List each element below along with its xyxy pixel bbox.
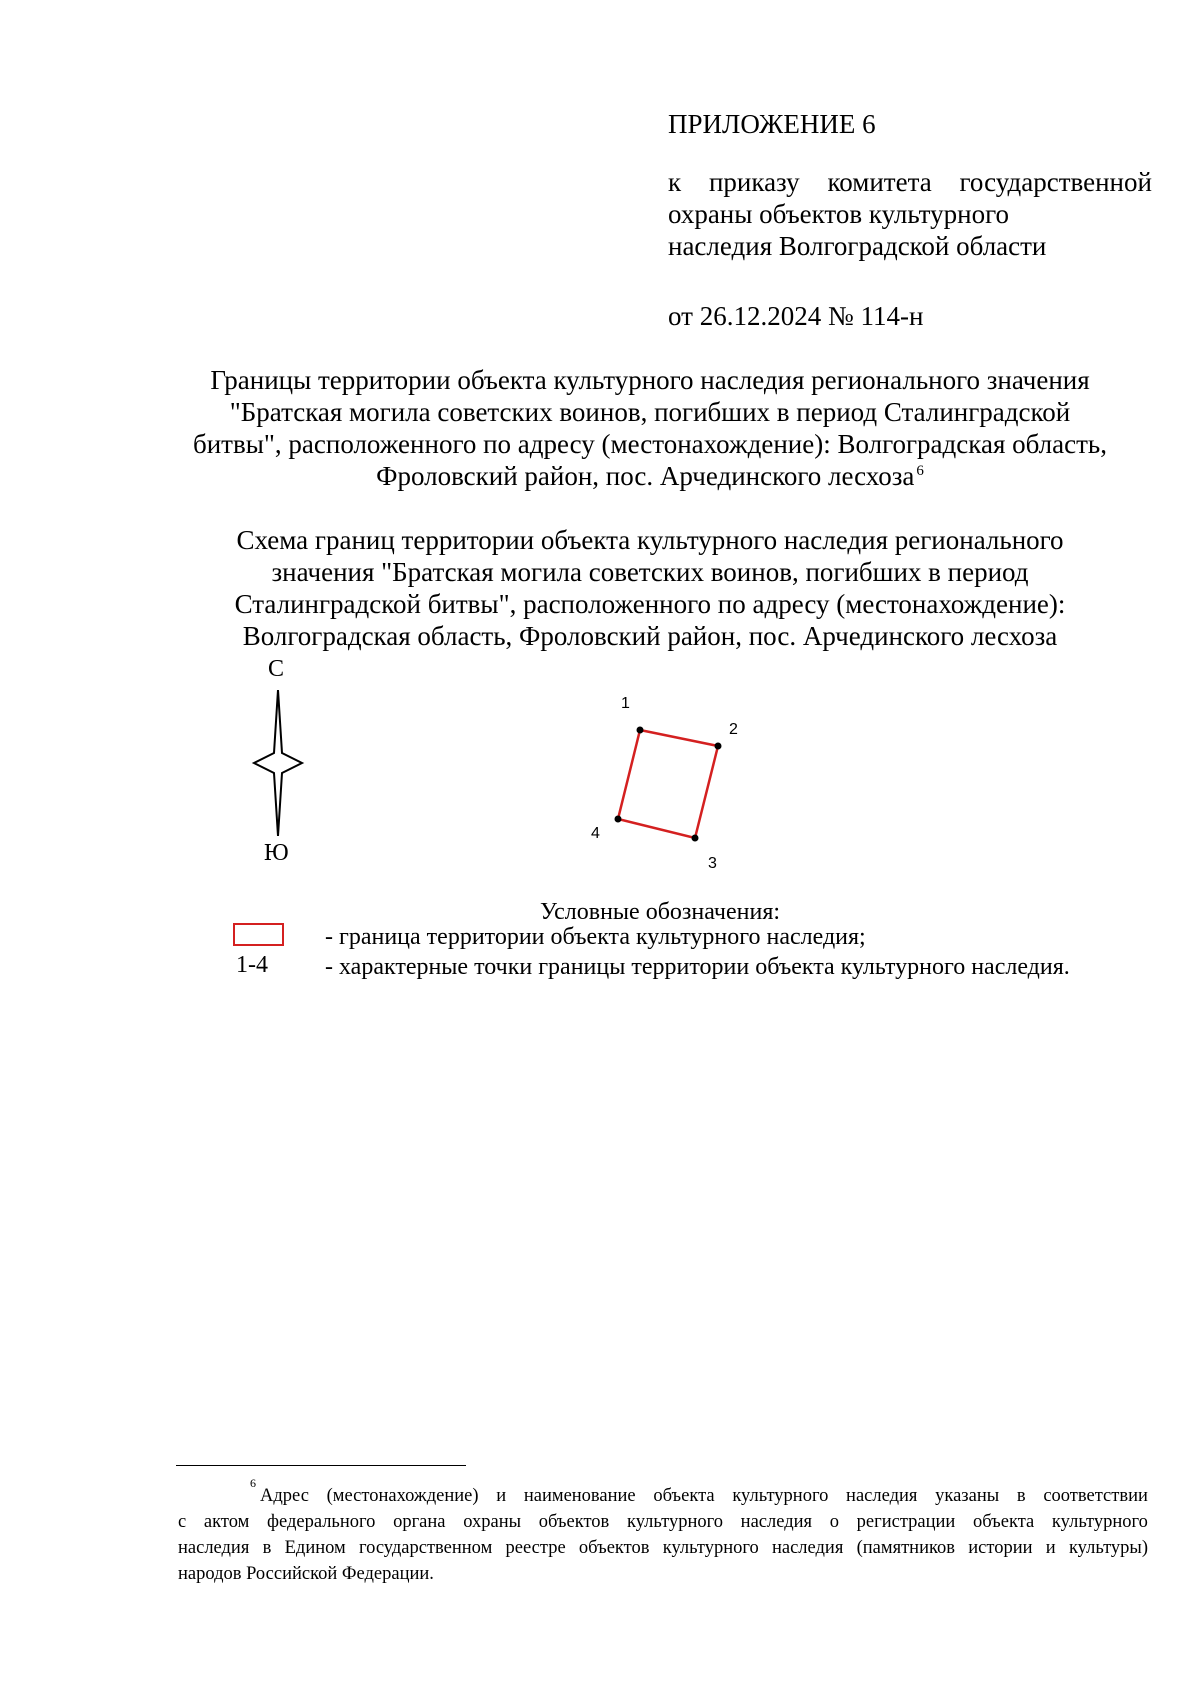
footnote-separator	[176, 1465, 466, 1466]
word: (местонахождение)	[326, 1486, 479, 1506]
order-line: охраны объектов культурного	[668, 199, 1009, 229]
document-title	[150, 364, 1150, 492]
footnote-line	[178, 1509, 1148, 1535]
word: приказу	[708, 167, 800, 197]
point-label-3: 3	[708, 855, 717, 872]
scheme-title-line: Волгоградская область, Фроловский район, пос. Арчединского лесхоза	[242, 621, 1058, 651]
word: охраны	[463, 1512, 522, 1532]
order-date: от 26.12.2024 № 114-н	[668, 301, 924, 331]
title-line	[150, 460, 1150, 492]
legend-points-label: 1-4	[236, 952, 268, 978]
word: и	[496, 1486, 507, 1506]
word: (памятников	[856, 1538, 956, 1558]
word: органа	[393, 1512, 446, 1532]
word: культурного	[626, 1512, 723, 1532]
word: регистрации	[856, 1512, 956, 1532]
word: наследия	[740, 1512, 813, 1532]
word: государственном	[358, 1538, 493, 1558]
word: объекта	[972, 1512, 1035, 1532]
scheme-title-line: Сталинградской битвы", расположенного по адресу (местонахождение):	[234, 589, 1066, 619]
compass-rose-icon	[250, 690, 306, 836]
word: с	[178, 1512, 187, 1532]
word: государственной	[959, 167, 1152, 197]
title-line: Границы территории объекта культурного наследия регионального значения	[210, 365, 1090, 395]
word: в	[262, 1538, 272, 1558]
title-line: "Братская могила советских воинов, погибших в период Сталинградской	[229, 397, 1071, 427]
legend-points-text: - характерные точки границы территории объекта культурного наследия.	[325, 954, 1070, 980]
word: актом	[203, 1512, 250, 1532]
word: соответствии	[1043, 1486, 1148, 1506]
title-line: битвы", расположенного по адресу (местонахождение): Волгоградская область,	[193, 429, 1107, 459]
boundary-point-2	[715, 743, 722, 750]
word: наследия	[771, 1538, 844, 1558]
boundary-scheme	[580, 688, 760, 888]
word: указаны	[935, 1486, 1000, 1506]
word: культурного	[1051, 1512, 1148, 1532]
word: культурного	[662, 1538, 759, 1558]
word: Едином	[284, 1538, 346, 1558]
word: культурного	[732, 1486, 829, 1506]
footnote	[178, 1476, 1148, 1587]
compass-south-label: Ю	[264, 840, 289, 866]
boundary-point-3	[692, 835, 699, 842]
scheme-title	[150, 524, 1150, 652]
word: объектов	[538, 1512, 610, 1532]
word: Адрес	[260, 1486, 309, 1506]
word: реестре	[505, 1538, 566, 1558]
point-label-4: 4	[591, 825, 600, 842]
footnote-line-text	[260, 1483, 1148, 1509]
scheme-title-line: Схема границ территории объекта культурного наследия регионального	[236, 525, 1064, 555]
word: к	[668, 167, 682, 197]
boundary-point-1	[637, 727, 644, 734]
footnote-number: 6	[250, 1476, 256, 1490]
point-label-1: 1	[621, 695, 630, 712]
legend-boundary-swatch	[233, 923, 284, 946]
order-line	[668, 166, 1152, 198]
word: о	[829, 1512, 839, 1532]
point-label-2: 2	[729, 721, 738, 738]
footnote-mark: 6	[916, 463, 924, 479]
word: наследия	[846, 1486, 918, 1506]
boundary-point-4	[615, 816, 622, 823]
appendix-title: ПРИЛОЖЕНИЕ 6	[668, 109, 876, 139]
word: наименование	[523, 1486, 636, 1506]
word: комитета	[827, 167, 932, 197]
word: истории	[968, 1538, 1033, 1558]
compass-north-label: С	[268, 656, 285, 682]
legend-title: Условные обозначения:	[540, 899, 781, 925]
legend-boundary-text: - граница территории объекта культурного наследия;	[325, 924, 866, 950]
footnote-line	[178, 1476, 1148, 1509]
footnote-line	[178, 1535, 1148, 1561]
footnote-line: народов Российской Федерации.	[178, 1564, 434, 1584]
word: объектов	[578, 1538, 650, 1558]
scheme-title-line: значения "Братская могила советских воинов, погибших в период	[271, 557, 1029, 587]
title-line-text: Фроловский район, пос. Арчединского лесхоза	[376, 461, 915, 491]
order-line: наследия Волгоградской области	[668, 231, 1047, 261]
appendix-order-reference	[668, 166, 1152, 262]
word: и	[1045, 1538, 1056, 1558]
word: в	[1016, 1486, 1026, 1506]
word: культуры)	[1068, 1538, 1148, 1558]
territory-boundary	[618, 730, 718, 838]
word: объекта	[653, 1486, 715, 1506]
word: наследия	[178, 1538, 250, 1558]
word: федерального	[267, 1512, 376, 1532]
